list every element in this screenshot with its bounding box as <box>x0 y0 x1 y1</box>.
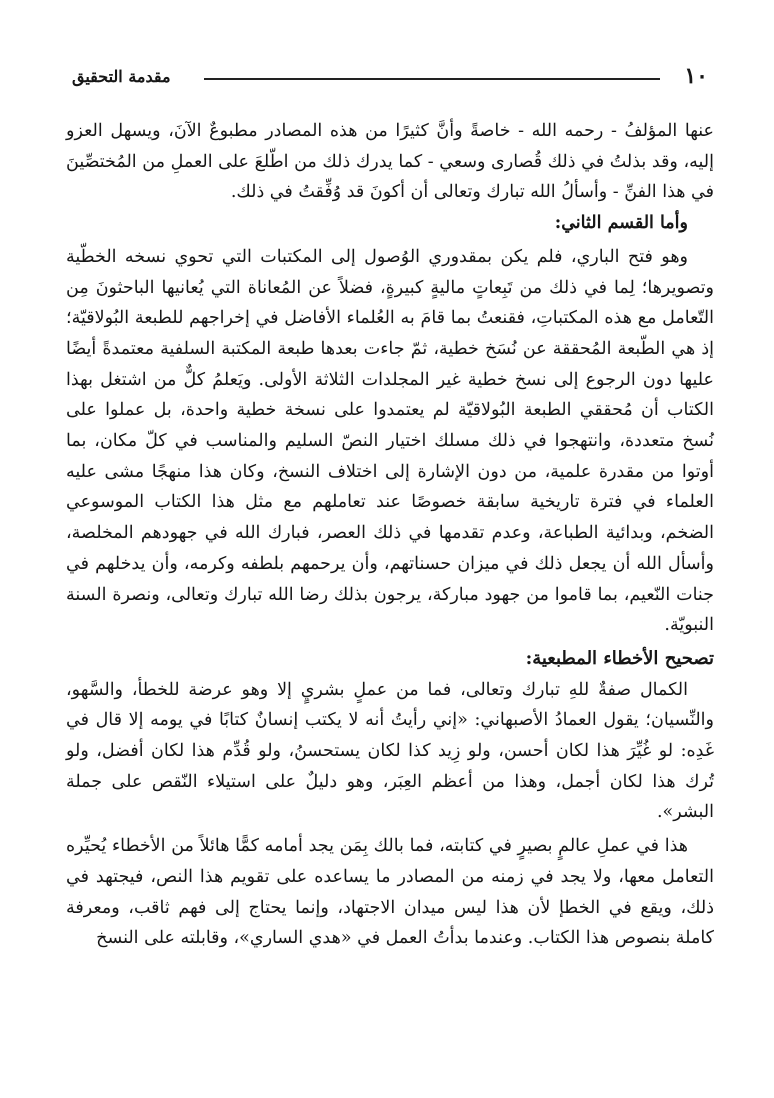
header-rule <box>204 78 660 80</box>
section-subheading: وأما القسم الثاني: <box>554 213 688 234</box>
paragraph-sources: عنها المؤلفُ - رحمه الله - خاصةً وأنَّ كثيرًا من هذه المصادر مطبوعٌ الآنَ، ويسهل العزو إليه، وقد بذلتُ في ذلك قُصارى وسعي - كما يدرك ذلك من اطّلعَ على العملِ من المُختصِّينَ في هذا الفنِّ - وأسألُ الله تبارك وتعالى أن أكونَ قد وُفِّقتُ في ذلك. <box>66 121 714 203</box>
section-heading: تصحيح الأخطاء المطبعية: <box>525 647 714 669</box>
section-heading-wrap <box>66 644 714 675</box>
running-header <box>72 62 708 92</box>
paragraph-perfection: الكمال صفةٌ للهِ تبارك وتعالى، فما من عملٍ بشريٍ إلا وهو عرضة للخطأ، والسَّهو، والنِّسيان؛ يقول العمادُ الأصبهاني: «إني رأيتُ أنه لا يكتب إنسانٌ كتابًا في يومه إلا قال في غَدِه: لو غُيِّرَ هذا لكان أحسن، ولو زِيد كذا لكان يستحسنُ، ولو قُدِّم هذا لكان أفضل، ولو تُرك هذا لكان أجمل، وهذا من أعظم العِبَر، وهو دليلٌ على استيلاء النّقص على جملة البشر». <box>66 679 714 823</box>
paragraph-second-part: وهو فتح الباري، فلم يكن بمقدوري الوُصول إلى المكتبات التي تحوي نسخه الخطّية وتصويرها؛ لِما في ذلك من تَبِعاتٍ ماليةٍ كبيرةٍ، فضلاً عن المُعاناة التي يُعانيها الباحثونَ مِن التّعامل مع هذه المكتباتِ، فقنعتُ بما قامَ به العُلماء الأفاضل في إخراجهم للطبعة البُولاقيّة؛ إذ هي الطّبعة المُحققة عن نُسَخ خطية، ثمّ جاءت بعدها طبعة المكتبة السلفية معتمدةً أيضًا عليها دون الرجوع إلى نسخ خطية غير المجلدات الثلاثة الأولى. ويَعلمُ كلٌّ من اشتغل بهذا الكتاب أن مُحققي الطبعة البُولاقيّة لم يعتمدوا على نسخة خطية واحدة، بل عملوا على نُسخ متعددة، وانتهجوا في ذلك مسلك اختيار النصّ السليم والمناسب في كلّ مكان، بما أوتوا من مقدرة علمية، من دون الإشارة إلى اختلاف النسخ، وكان هذا منهجًا مشى عليه العلماء في فترة تاريخية سابقة خصوصًا عند تعاملهم مع مثل هذا الكتاب الموسوعي الضخم، وبدائية الطباعة، وعدم تقدمها في ذلك العصر، فبارك الله في جهودهم المخلصة، وأسأل الله أن يجعل ذلك في ميزان حسناتهم، وأن يرحمهم بلطفه وكرمه، وأن يدخلهم في جنات النّعيم، بما قاموا من جهود مباركة، يرجون بذلك رضا الله تبارك وتعالى، ونصرة السنة النبويّة. <box>66 246 714 636</box>
page-number: ١٠ <box>684 63 708 89</box>
page-body <box>66 116 714 954</box>
running-title: مقدمة التحقيق <box>72 67 171 86</box>
paragraph-errors: هذا في عملِ عالمٍ بصيرٍ في كتابته، فما بالك بِمَن يجد أمامه كمًّا هائلاً من الأخطاء يُحيِّره التعامل معها، ولا يجد في زمنه من المصادر ما يساعده على تقويم هذا النص، فيجتهد في ذلك، ويقع في الخطإ لأن هذا ليس ميدان الاجتهاد، وإنما يحتاج إلى فهم ثاقب، ومعرفة كاملة بنصوص هذا الكتاب. وعندما بدأتُ العمل في «هدي الساري»، وقابلته على النسخ <box>66 836 714 949</box>
